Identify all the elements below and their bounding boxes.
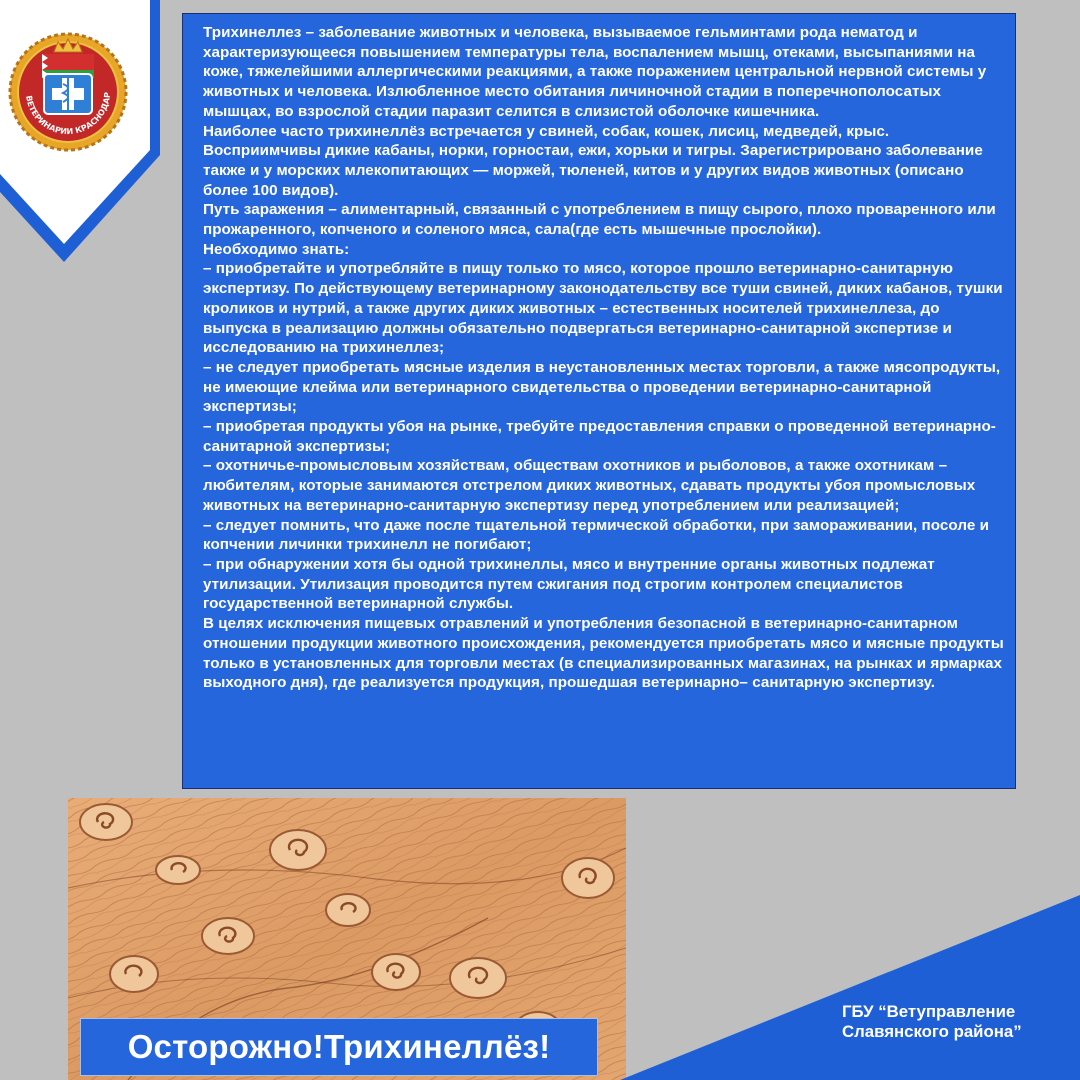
paragraph-hosts: Наиболее часто трихинеллёз встречается у свиней, собак, кошек, лисиц, медведей, крыс. Восприимчивы дикие кабаны, норки, горностаи, ежи, хорьки и тигры. Зарегистрировано заболевание также и у морских млекопитающих — моржей, тюленей, китов и у других видов животных (описано более 100 видов). bbox=[203, 122, 983, 199]
coat-of-arms-emblem bbox=[6, 30, 130, 154]
organization-caption bbox=[842, 1002, 1022, 1042]
corner-triangle bbox=[620, 895, 1080, 1080]
paragraph-rule-market: – приобретая продукты убоя на рынке, требуйте предоставления справки о проведенной ветеринарно-санитарной экспертизы; bbox=[203, 418, 996, 455]
paragraph-rule-expertise: – приобретайте и употребляйте в пищу только то мясо, которое прошло ветеринарно-санитарную экспертизу. По действующему ветеринарному законодательству все туши свиней, диких кабанов, тушки кроликов и нутрий, а также других диких животных – естественных носителей трихинеллеза, до выпуска в реализацию должны обязательно подвергаться ветеринарно-санитарной экспертизе и исследованию на трихинеллез; bbox=[203, 260, 1003, 357]
paragraph-rule-hunters: – охотничье-промысловым хозяйствам, обществам охотников и рыболовов, а также охотникам – любителям, которые занимаются отстрелом диких животных, сдавать продукты убоя промысловых животных на ветеринарно-санитарную экспертизу перед употреблением или реализацией; bbox=[203, 457, 976, 514]
organization-line-2: Славянского района” bbox=[842, 1022, 1022, 1041]
paragraph-rule-trade-places: – не следует приобретать мясные изделия в неустановленных местах торговли, а также мясопродукты, не имеющие клейма или ветеринарного свидетельства о проведении ветеринарно-санитарной экспертизы; bbox=[203, 358, 1001, 416]
paragraph-rule-processing: – следует помнить, что даже после тщательной термической обработки, при замораживании, посоле и копчении личинки трихинелл не погибают; bbox=[203, 516, 989, 554]
organization-line-1: ГБУ “Ветуправление bbox=[842, 1002, 1016, 1021]
paragraph-need-to-know: Необходимо знать: bbox=[203, 240, 350, 258]
info-text-panel bbox=[182, 13, 1016, 789]
title-box bbox=[80, 1018, 598, 1076]
emblem-ring-text: ВЕТЕРИНАРИИ КРАСНОДАР bbox=[24, 91, 113, 137]
paragraph-recommendation: В целях исключения пищевых отравлений и употребления безопасной в ветеринарно-санитарном отношении продукции животного происхождения, рекомендуется приобретать мясо и мясные продукты только в установленных для торговли местах (в специализированных магазинах, на рынках и ярмарках выходного дня), где реализуется продукция, прошедшая ветеринарно– санитарную экспертизу. bbox=[203, 615, 1004, 692]
page-title: Осторожно!Трихинеллёз! bbox=[127, 1028, 551, 1065]
paragraph-infection-route: Путь заражения – алиментарный, связанный с употреблением в пищу сырого, плохо проваренного или прожаренного, копченого и соленого мяса, сала(где есть мышечные прослойки). bbox=[203, 201, 996, 239]
paragraph-rule-disposal: – при обнаружении хотя бы одной трихинеллы, мясо и внутренние органы животных подлежат утилизации. Утилизация проводится путем сжигания под строгим контролем специалистов государственной ветеринарной службы. bbox=[203, 555, 935, 613]
paragraph-definition: Трихинеллез – заболевание животных и человека, вызываемое гельминтами рода нематод и характеризующееся повышением температуры тела, воспалением мышц, отеками, высыпаниями на коже, тяжелейшими аллергическими реакциями, а также поражением центральной нервной системы у животных и человека. Излюбленное место обитания личиночной стадии в поперечнополосатых мышцах, во взрослой стадии паразит селится в слизистой оболочке кишечника. bbox=[203, 24, 987, 120]
